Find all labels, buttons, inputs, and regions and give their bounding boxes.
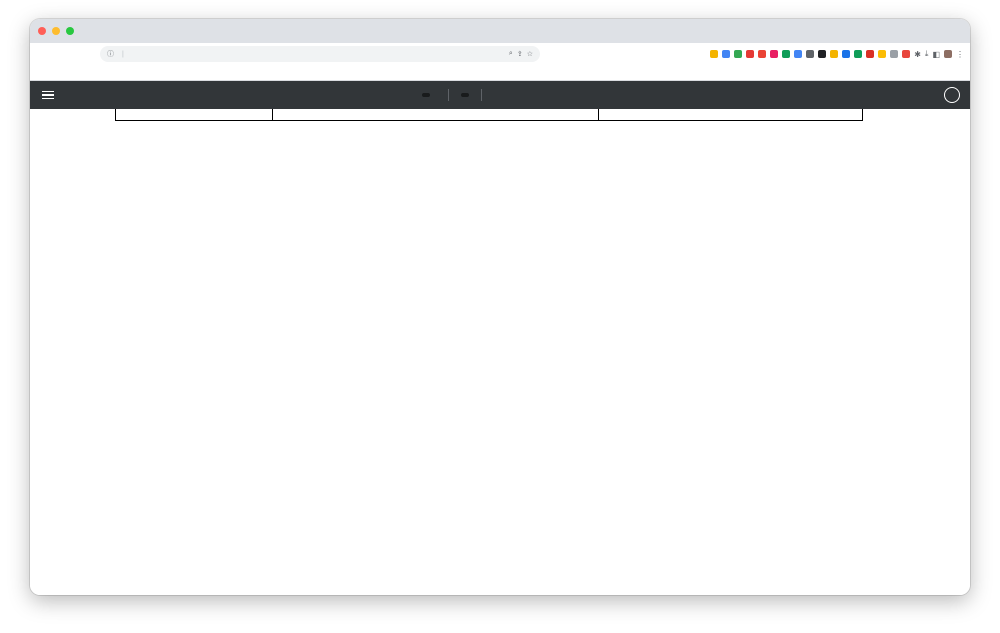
table-row xyxy=(116,109,863,121)
pdf-toolbar xyxy=(30,81,970,109)
extension-icon[interactable] xyxy=(722,50,730,58)
extension-icon[interactable] xyxy=(902,50,910,58)
extension-icon[interactable] xyxy=(842,50,850,58)
extension-icon[interactable] xyxy=(866,50,874,58)
page-number-input[interactable] xyxy=(422,93,430,97)
minimize-window-button[interactable] xyxy=(52,27,60,35)
extension-icon[interactable] xyxy=(830,50,838,58)
extension-icon[interactable] xyxy=(854,50,862,58)
download-icon[interactable]: ⤓ xyxy=(924,49,929,58)
zoom-level-input[interactable] xyxy=(461,93,469,97)
extensions-area xyxy=(546,49,964,59)
address-toolbar xyxy=(30,43,970,65)
item-cell xyxy=(116,109,273,121)
extension-icon[interactable] xyxy=(806,50,814,58)
rehab-cost-table xyxy=(115,109,863,121)
side-panel-icon[interactable]: ◧ xyxy=(932,49,940,59)
window-controls xyxy=(30,27,80,35)
extension-icon[interactable] xyxy=(890,50,898,58)
share-icon[interactable]: ⇪ xyxy=(516,51,523,58)
extension-icon[interactable] xyxy=(770,50,778,58)
extension-icon[interactable] xyxy=(710,50,718,58)
pdf-controls xyxy=(422,81,494,109)
bookmark-star-icon[interactable]: ☆ xyxy=(526,51,533,58)
extension-icon[interactable] xyxy=(746,50,754,58)
extension-icon[interactable] xyxy=(734,50,742,58)
maximize-window-button[interactable] xyxy=(66,27,74,35)
pdf-actions xyxy=(920,81,960,109)
browser-menu-icon[interactable]: ⋮ xyxy=(956,49,964,59)
extensions-puzzle-icon[interactable]: ✱ xyxy=(914,49,921,59)
zoom-icon[interactable]: ⌕ xyxy=(508,50,513,57)
menu-icon[interactable] xyxy=(42,91,54,100)
extension-icon[interactable] xyxy=(782,50,790,58)
extension-icon[interactable] xyxy=(794,50,802,58)
profile-avatar[interactable] xyxy=(944,50,952,58)
extension-icon[interactable] xyxy=(878,50,886,58)
info-icon[interactable]: ⓘ xyxy=(107,51,114,58)
tabs xyxy=(80,19,938,43)
pdf-viewer[interactable] xyxy=(30,109,970,595)
tab-strip xyxy=(30,19,970,43)
extension-icon[interactable] xyxy=(818,50,826,58)
close-window-button[interactable] xyxy=(38,27,46,35)
address-bar[interactable]: ⓘ | ⌕ ⇪ ☆ xyxy=(100,46,540,62)
browser-window xyxy=(30,19,970,595)
extension-icon[interactable] xyxy=(758,50,766,58)
notes-cell xyxy=(599,109,863,121)
bookmarks-bar xyxy=(30,65,970,81)
cost-cell xyxy=(273,109,599,121)
more-actions-button[interactable] xyxy=(944,87,960,103)
